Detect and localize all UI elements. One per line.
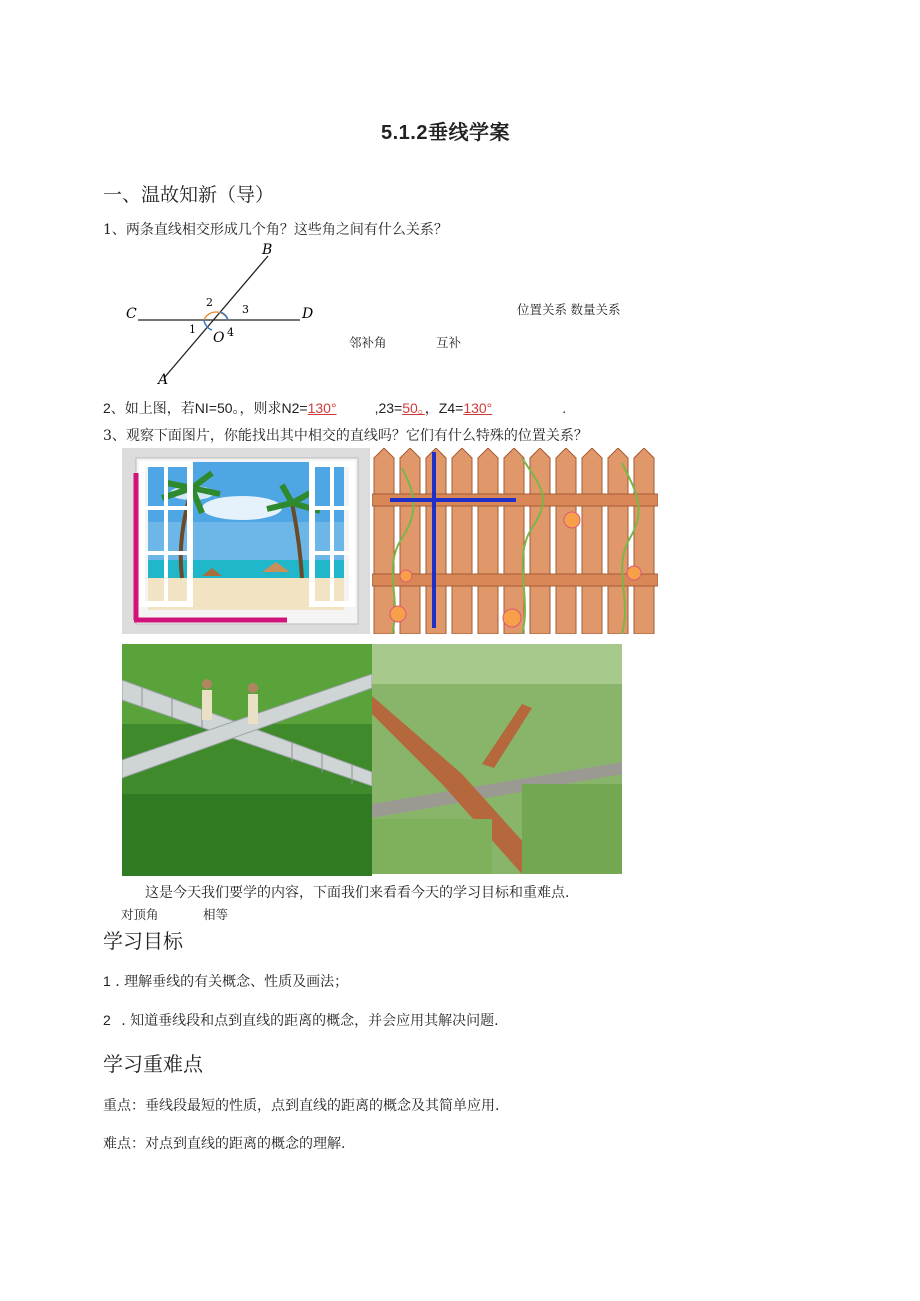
angle-arc-1 [204,320,212,330]
goal-number-2: 2 [103,1012,111,1028]
relation-header: 位置关系 数量关系 [517,303,621,317]
transition-text: 这是今天我们要学的内容，下面我们来看看今天的学习目标和重难点. [145,885,570,901]
answer-angle-4: 130° [463,400,493,416]
label-C: C [126,306,137,322]
q2-mid1: ,23= [374,400,403,416]
label-angle-2: 2 [206,296,213,309]
label-O: O [213,330,225,346]
wooden-fence-illustration [372,448,658,634]
relation-adjacent-supplementary: 邻补角 [349,336,387,350]
beach-window-image [122,448,370,634]
q2-end: . [562,400,567,416]
label-B: B [262,242,273,258]
beach-window-illustration [122,448,370,634]
relation-vertical-angles: 对顶角 [121,908,159,922]
goal-text-2: . 知道垂线段和点到直线的距离的概念，并会应用其解决问题. [121,1013,499,1029]
grass-walkway-image [122,644,372,876]
label-A: A [158,372,169,388]
q2-prefix: 2、如上图，若NI=50。，则求N2= [103,400,308,416]
goal-item-2 [103,1010,499,1030]
line-ab [164,256,268,378]
wooden-fence-image [372,448,658,634]
crossroad-field-illustration [372,644,622,874]
answer-angle-2: 130° [307,400,337,416]
crossroad-field-image [372,644,622,874]
section-heading-goals: 学习目标 [103,929,183,953]
label-angle-1: 1 [189,323,196,336]
question-3: 3、观察下面图片，你能找出其中相交的直线吗？它们有什么特殊的位置关系？ [103,428,588,444]
goal-text-1: . 理解垂线的有关概念、性质及画法； [115,974,349,990]
label-angle-4: 4 [227,326,234,339]
relation-equal: 相等 [203,908,229,922]
question-1: 1、两条直线相交形成几个角？这些角之间有什么关系？ [103,222,448,238]
grass-walkway-illustration [122,644,372,876]
goal-number-1: 1 [103,973,111,989]
relation-supplementary: 互补 [436,336,462,350]
answer-angle-3: 50。 [402,400,425,416]
intersecting-lines-diagram [120,238,330,393]
q2-mid2: ，Z4= [424,400,464,416]
label-D: D [302,306,314,322]
label-angle-3: 3 [242,303,249,316]
section-heading-review: 一、温故知新（导） [103,184,275,206]
key-point-text: 重点：垂线段最短的性质，点到直线的距离的概念及其简单应用. [103,1098,500,1114]
section-heading-keypoints: 学习重难点 [103,1052,203,1076]
difficult-point-text: 难点：对点到直线的距离的概念的理解. [103,1136,346,1152]
angle-arc-3 [220,312,228,320]
goal-item-1 [103,971,348,991]
page-title: 5.1.2垂线学案 [381,122,510,144]
question-2 [103,398,566,418]
